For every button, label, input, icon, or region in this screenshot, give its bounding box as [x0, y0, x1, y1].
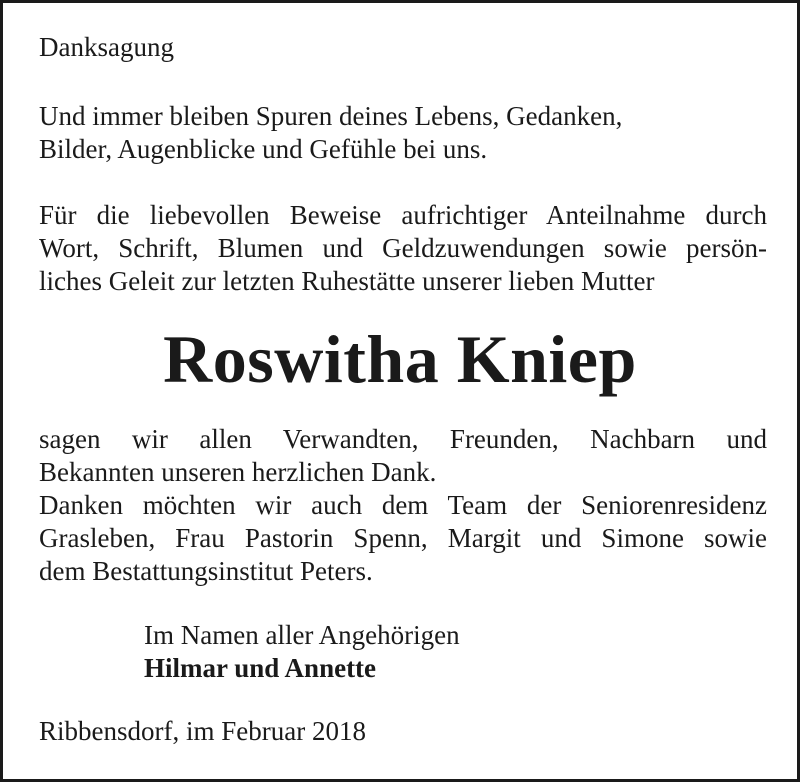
- intro-line: Bilder, Augenblicke und Gefühle bei uns.: [39, 134, 488, 164]
- closing-line: Danken möchten wir auch dem Team der Seniorenresidenz: [39, 490, 767, 520]
- signature-names: Hilmar und Annette: [144, 653, 377, 683]
- place-date: [39, 715, 767, 748]
- intro-line: Und immer bleiben Spuren deines Lebens, Gedanken,: [39, 101, 623, 131]
- heading-line: Danksagung: [39, 32, 174, 62]
- signature-intro: Im Namen aller Angehörigen: [144, 620, 460, 650]
- intro-paragraph: [39, 100, 767, 166]
- thanks-paragraph: [39, 199, 767, 298]
- signature-block: [144, 619, 460, 685]
- thanks-line: Wort, Schrift, Blumen und Geldzuwendungen sowie persön-: [39, 233, 767, 263]
- heading-text: [39, 31, 767, 64]
- thanks-line: liches Geleit zur letzten Ruhestätte unserer lieben Mutter: [39, 266, 655, 296]
- deceased-name: Roswitha Kniep: [163, 321, 637, 397]
- thanks-line: Für die liebevollen Beweise aufrichtiger Anteilnahme durch: [39, 200, 767, 230]
- place-date-line: Ribbensdorf, im Februar 2018: [39, 716, 366, 746]
- closing-line: Grasleben, Frau Pastorin Spenn, Margit und Simone sowie: [39, 523, 767, 553]
- closing-paragraph: [39, 423, 767, 588]
- closing-line: Bekannten unseren herzlichen Dank.: [39, 457, 437, 487]
- closing-line: dem Bestattungsinstitut Peters.: [39, 556, 373, 586]
- closing-line: sagen wir allen Verwandten, Freunden, Nachbarn und: [39, 424, 767, 454]
